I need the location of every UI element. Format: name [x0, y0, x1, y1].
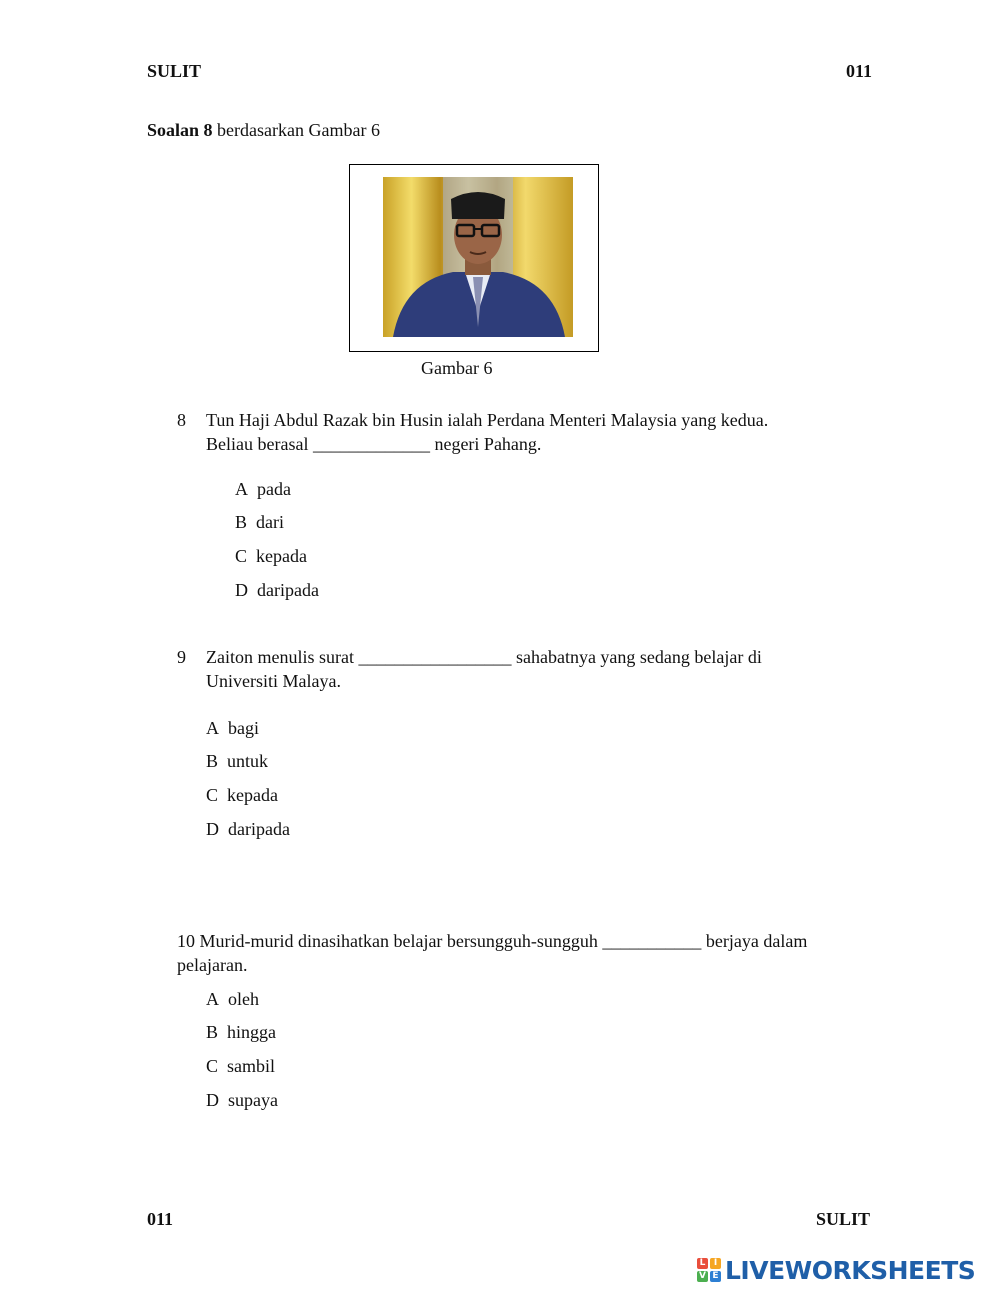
- option-letter: B: [235, 512, 248, 532]
- option-letter: A: [206, 718, 219, 738]
- option-letter: C: [235, 546, 248, 566]
- option-b[interactable]: [206, 1022, 276, 1043]
- option-text: pada: [257, 479, 291, 499]
- intro-rest: berdasarkan Gambar 6: [212, 120, 380, 140]
- question-text-line2: Universiti Malaya.: [206, 671, 341, 691]
- option-a[interactable]: [235, 479, 291, 500]
- question-number: 9: [177, 647, 186, 667]
- option-text: oleh: [228, 989, 259, 1009]
- portrait-figure: [349, 164, 599, 352]
- question-text-line1: 10 Murid-murid dinasihatkan belajar bersungguh-sungguh ___________ berjaya dalam: [177, 931, 808, 951]
- figure-caption: Gambar 6: [421, 358, 493, 378]
- option-letter: A: [235, 479, 248, 499]
- footer-left: 011: [147, 1209, 174, 1229]
- logo-block: V: [697, 1271, 708, 1282]
- option-letter: D: [206, 819, 219, 839]
- option-a[interactable]: [206, 718, 259, 739]
- question-number: 8: [177, 410, 186, 430]
- portrait-photo: [383, 177, 573, 337]
- option-text: sambil: [227, 1056, 276, 1076]
- question-text-line1: Tun Haji Abdul Razak bin Husin ialah Perdana Menteri Malaysia yang kedua.: [206, 410, 769, 430]
- logo-blocks-icon: [697, 1258, 721, 1282]
- option-c[interactable]: [206, 785, 278, 806]
- option-text: daripada: [228, 819, 290, 839]
- header-right: 011: [846, 61, 873, 81]
- logo-text: LIVEWORKSHEETS: [725, 1255, 976, 1285]
- question-text-line1: Zaiton menulis surat _________________ sahabatnya yang sedang belajar di: [206, 647, 762, 667]
- option-c[interactable]: [206, 1056, 275, 1077]
- option-c[interactable]: [235, 546, 307, 567]
- option-letter: B: [206, 1022, 219, 1042]
- option-text: supaya: [228, 1090, 278, 1110]
- option-text: bagi: [228, 718, 259, 738]
- option-text: hingga: [227, 1022, 277, 1042]
- option-letter: B: [206, 751, 219, 771]
- option-text: kepada: [256, 546, 307, 566]
- option-letter: D: [206, 1090, 219, 1110]
- footer-right: SULIT: [816, 1209, 871, 1229]
- option-letter: A: [206, 989, 219, 1009]
- intro-bold: Soalan 8: [147, 120, 213, 140]
- option-text: untuk: [227, 751, 269, 771]
- option-b[interactable]: [206, 751, 268, 772]
- option-a[interactable]: [206, 989, 259, 1010]
- option-text: kepada: [227, 785, 278, 805]
- option-letter: C: [206, 1056, 219, 1076]
- logo-block: E: [710, 1271, 721, 1282]
- option-letter: D: [235, 580, 248, 600]
- logo-block: I: [710, 1258, 721, 1269]
- header-left: SULIT: [147, 61, 202, 81]
- logo-block: L: [697, 1258, 708, 1269]
- option-text: daripada: [257, 580, 319, 600]
- option-d[interactable]: [206, 819, 290, 840]
- option-text: dari: [256, 512, 284, 532]
- option-d[interactable]: [206, 1090, 278, 1111]
- intro-line: [147, 120, 380, 141]
- option-d[interactable]: [235, 580, 319, 601]
- liveworksheets-logo[interactable]: [697, 1255, 975, 1285]
- question-text-line2: Beliau berasal _____________ negeri Pahang.: [206, 434, 542, 454]
- question-text-line2: pelajaran.: [177, 955, 248, 975]
- option-letter: C: [206, 785, 219, 805]
- option-b[interactable]: [235, 512, 284, 533]
